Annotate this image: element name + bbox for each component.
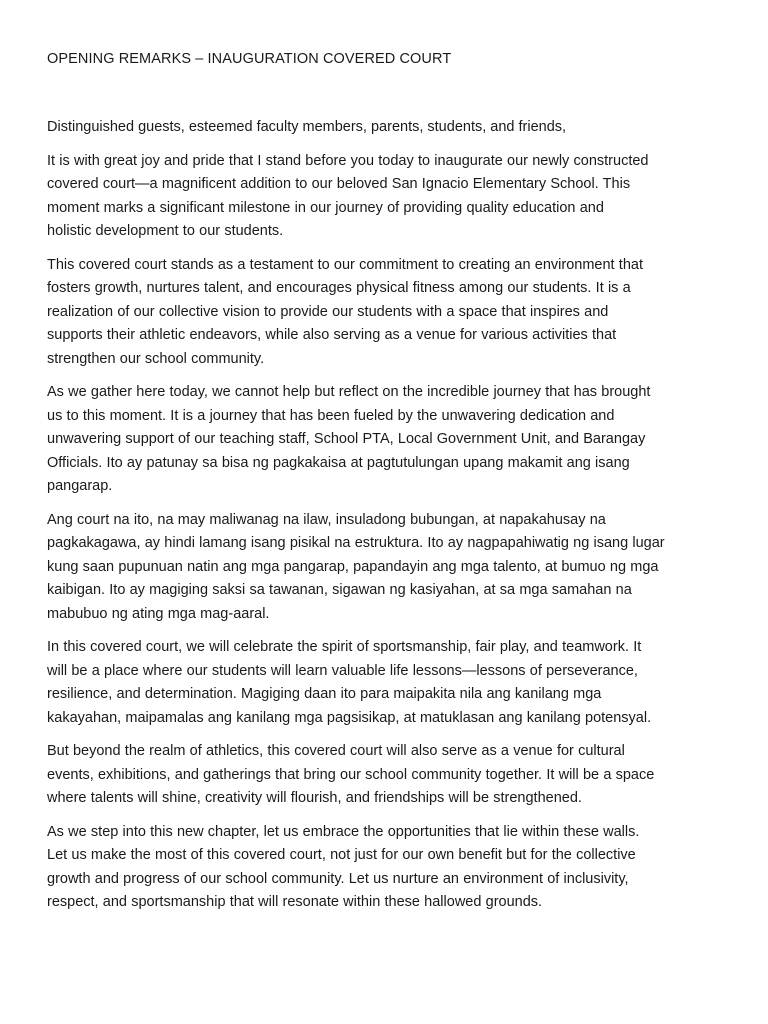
paragraph-line: resilience, and determination. Magiging daan ito para maipakita nila ang kanilang mga — [47, 686, 602, 702]
paragraph-line: As we gather here today, we cannot help but reflect on the incredible journey that has brought — [47, 384, 651, 400]
paragraph-line: strengthen our school community. — [47, 350, 265, 367]
paragraph-line: Ang court na ito, na may maliwanag na ilaw, insuladong bubungan, at napakahusay na — [47, 511, 606, 528]
paragraph-line: will be a place where our students will learn valuable life lessons—lessons of perseverance, — [47, 662, 638, 679]
paragraph-line: pagkakagawa, ay hindi lamang isang pisikal na estruktura. Ito ay nagpapahiwatig ng isang lugar — [47, 535, 665, 551]
paragraph-7 — [47, 821, 728, 915]
paragraph-line: moment marks a significant milestone in our journey of providing quality education and — [47, 199, 604, 216]
paragraph-line: growth and progress of our school community. Let us nurture an environment of inclusivity, — [47, 870, 629, 887]
paragraph-line: us to this moment. It is a journey that has been fueled by the unwavering dedication and — [47, 407, 615, 424]
paragraph-6 — [47, 740, 728, 811]
paragraph-line: supports their athletic endeavors, while also serving as a venue for various activities that — [47, 327, 617, 343]
paragraph-2 — [47, 254, 728, 372]
paragraph-line: covered court—a magnificent addition to our beloved San Ignacio Elementary School. This — [47, 176, 631, 192]
paragraph-line: mabubuo ng ating mga mag-aaral. — [47, 605, 270, 622]
paragraph-line: kakayahan, maipamalas ang kanilang mga pagsisikap, at matuklasan ang kanilang potensyal. — [47, 709, 652, 726]
document-title: OPENING REMARKS – INAUGURATION COVERED COURT — [47, 51, 452, 67]
paragraph-line: But beyond the realm of athletics, this covered court will also serve as a venue for cultural — [47, 743, 625, 759]
paragraph-line: Officials. Ito ay patunay sa bisa ng pagkakaisa at pagtutulungan upang makamit ang isang — [47, 454, 630, 471]
paragraph-line: In this covered court, we will celebrate the spirit of sportsmanship, fair play, and teamwork. It — [47, 639, 642, 655]
paragraph-4 — [47, 509, 728, 627]
paragraph-line: Let us make the most of this covered court, not just for our own benefit but for the collective — [47, 847, 636, 863]
paragraph-line: fosters growth, nurtures talent, and encourages physical fitness among our students. It is a — [47, 280, 631, 296]
paragraph-line: unwavering support of our teaching staff, School PTA, Local Government Unit, and Barangay — [47, 431, 646, 447]
salutation: Distinguished guests, esteemed faculty members, parents, students, and friends, — [47, 119, 567, 135]
paragraph-line: respect, and sportsmanship that will resonate within these hallowed grounds. — [47, 894, 543, 910]
paragraph-line: events, exhibitions, and gatherings that bring our school community together. It will be a space — [47, 766, 655, 783]
paragraph-5 — [47, 636, 728, 730]
paragraph-line: holistic development to our students. — [47, 223, 284, 239]
paragraph-line: As we step into this new chapter, let us embrace the opportunities that lie within these walls. — [47, 823, 640, 840]
paragraph-line: kung saan pupunuan natin ang mga pangarap, papandayin ang mga talento, at bumuo ng mga — [47, 558, 659, 575]
paragraph-3 — [47, 381, 728, 499]
paragraph-line: realization of our collective vision to provide our students with a space that inspires and — [47, 303, 609, 320]
paragraph-1 — [47, 150, 728, 244]
paragraph-line: It is with great joy and pride that I stand before you today to inaugurate our newly constructed — [47, 152, 649, 169]
paragraph-line: kaibigan. Ito ay magiging saksi sa tawanan, sigawan ng kasiyahan, at sa mga samahan na — [47, 582, 632, 598]
paragraph-line: pangarap. — [47, 478, 113, 494]
paragraph-line: This covered court stands as a testament to our commitment to creating an environment that — [47, 256, 643, 273]
paragraph-line: where talents will shine, creativity will flourish, and friendships will be strengthened. — [47, 790, 582, 806]
